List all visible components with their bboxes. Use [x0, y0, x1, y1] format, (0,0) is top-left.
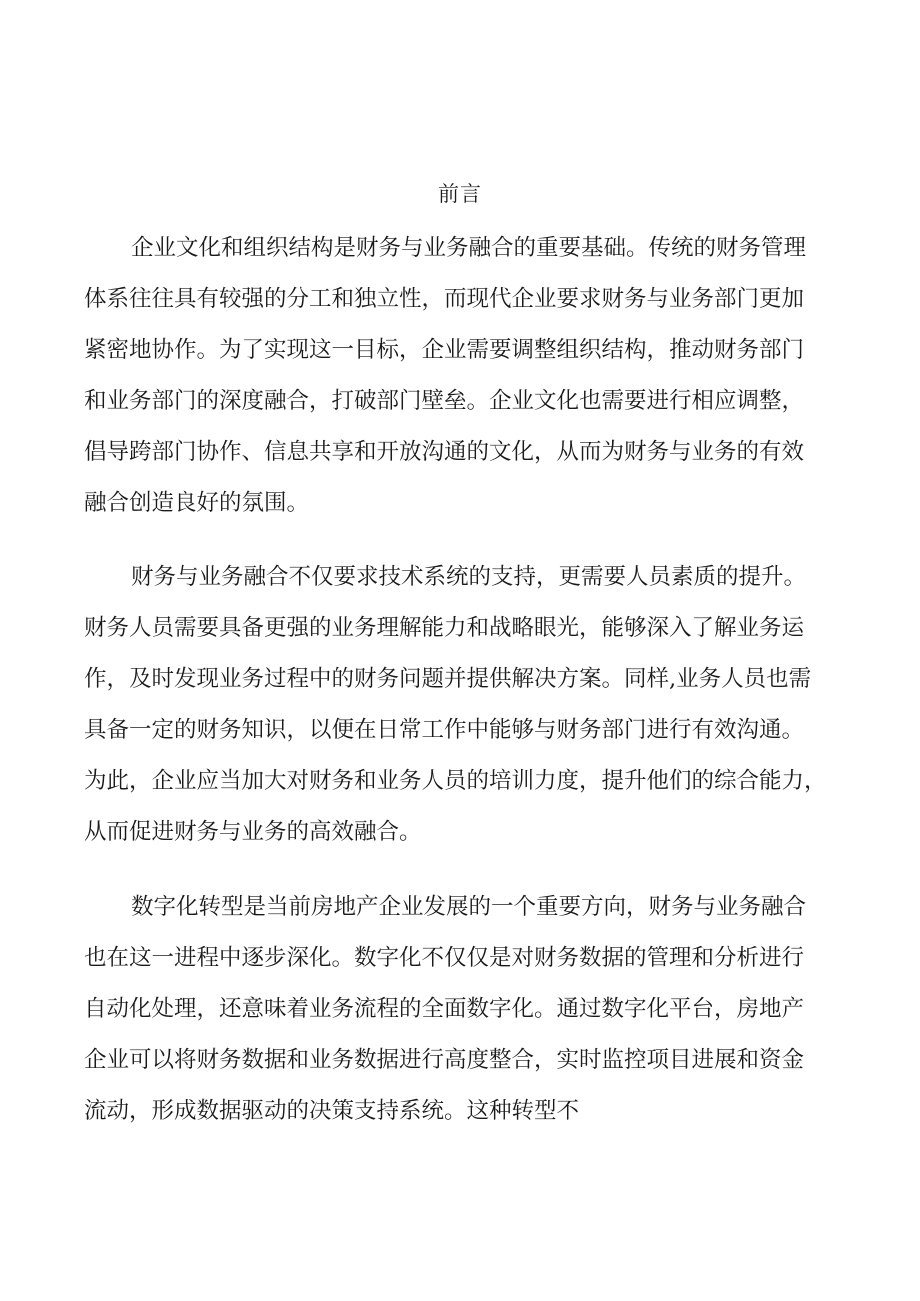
page-title: 前言: [438, 182, 482, 206]
paragraph-1-line-5: 倡导跨部门协作、信息共享和开放沟通的文化，从而为财务与业务的有效: [84, 439, 805, 465]
paragraph-1-line-2: 体系往往具有较强的分工和独立性，而现代企业要求财务与业务部门更加: [84, 286, 805, 312]
paragraph-2-line-3: 作，及时发现业务过程中的财务问题并提供解决方案。同样,业务人员也需: [84, 666, 812, 692]
paragraph-3-line-3: 自动化处理，还意味着业务流程的全面数字化。通过数字化平台，房地产: [84, 996, 805, 1022]
paragraph-3-line-5: 流动，形成数据驱动的决策支持系统。这种转型不: [84, 1098, 580, 1124]
paragraph-2-line-4: 具备一定的财务知识，以便在日常工作中能够与财务部门进行有效沟通。: [84, 717, 805, 743]
paragraph-1-line-6: 融合创造良好的氛围。: [84, 490, 310, 516]
paragraph-1-line-3: 紧密地协作。为了实现这一目标，企业需要调整组织结构，推动财务部门: [84, 337, 805, 363]
paragraph-2-line-6: 从而促进财务与业务的高效融合。: [84, 819, 422, 845]
paragraph-3-line-2: 也在这一进程中逐步深化。数字化不仅仅是对财务数据的管理和分析进行: [84, 945, 805, 971]
paragraph-1-line-4: 和业务部门的深度融合，打破部门壁垒。企业文化也需要进行相应调整，: [84, 388, 805, 414]
paragraph-2-line-1: 财务与业务融合不仅要求技术系统的支持，更需要人员素质的提升。: [131, 564, 807, 590]
paragraph-2-line-2: 财务人员需要具备更强的业务理解能力和战略眼光，能够深入了解业务运: [84, 615, 805, 641]
paragraph-3-line-1: 数字化转型是当前房地产企业发展的一个重要方向，财务与业务融合: [131, 894, 807, 920]
paragraph-3-line-4: 企业可以将财务数据和业务数据进行高度整合，实时监控项目进展和资金: [84, 1047, 805, 1073]
paragraph-2-line-5: 为此，企业应当加大对财务和业务人员的培训力度，提升他们的综合能力，: [84, 768, 827, 794]
paragraph-1-line-1: 企业文化和组织结构是财务与业务融合的重要基础。传统的财务管理: [131, 235, 807, 261]
